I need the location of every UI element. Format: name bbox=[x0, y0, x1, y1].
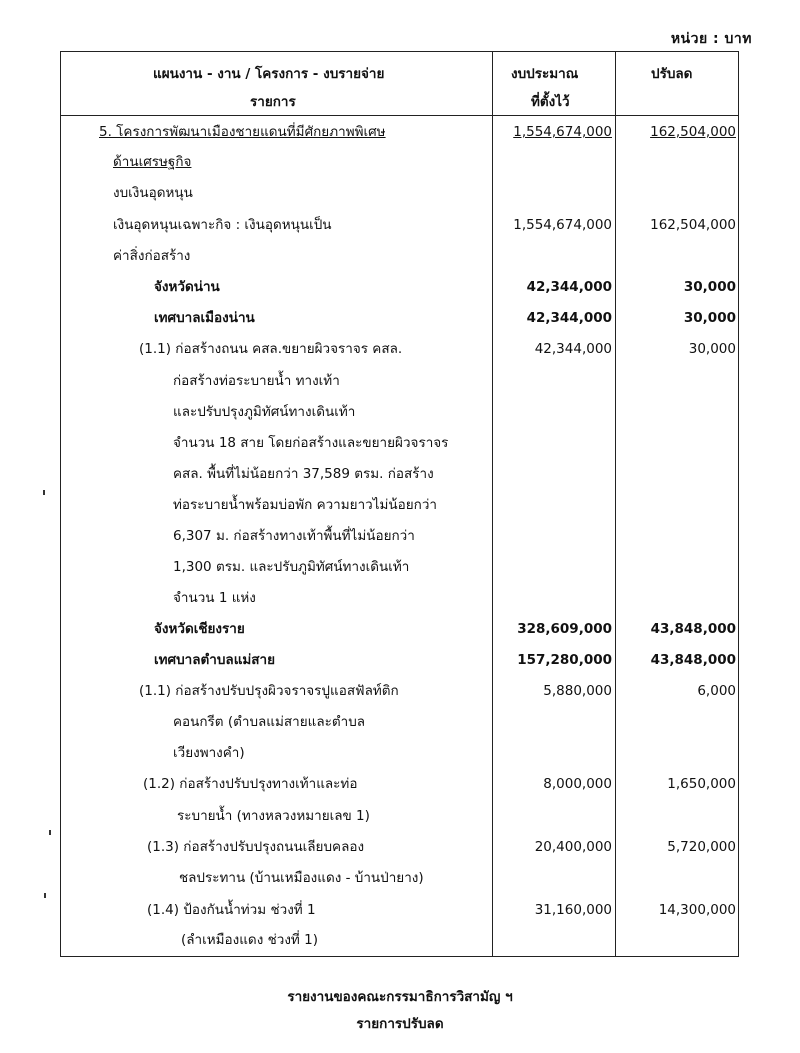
scan-mark bbox=[49, 830, 51, 835]
reduction-value: 1,650,000 bbox=[667, 776, 736, 792]
item-description-cont: คอนกรีต (ตำบลแม่สายและตำบล bbox=[173, 714, 366, 730]
footer-report-subtitle: รายการปรับลด bbox=[356, 1016, 444, 1032]
budget-value: 1,554,674,000 bbox=[513, 124, 612, 140]
item-description-cont: ระบายน้ำ (ทางหลวงหมายเลข 1) bbox=[177, 808, 370, 824]
item-description-cont: คสล. พื้นที่ไม่น้อยกว่า 37,589 ตรม. ก่อสร้าง bbox=[173, 466, 434, 482]
reduction-value: 14,300,000 bbox=[658, 902, 736, 918]
table-row bbox=[61, 184, 740, 214]
province-name: จังหวัดน่าน bbox=[154, 279, 220, 295]
municipality-name: เทศบาลเมืองน่าน bbox=[154, 310, 255, 326]
table-row bbox=[61, 216, 740, 246]
item-description-cont: 1,300 ตรม. และปรับภูมิทัศน์ทางเดินเท้า bbox=[173, 559, 410, 575]
table-row bbox=[61, 589, 740, 619]
item-description: (1.1) ก่อสร้างปรับปรุงผิวจราจรปูแอสฟัลท์ติก bbox=[139, 683, 399, 699]
budget-table bbox=[60, 51, 739, 957]
header-divider bbox=[61, 115, 738, 116]
table-row bbox=[61, 403, 740, 433]
budget-value: 42,344,000 bbox=[526, 279, 612, 295]
project-title: 5. โครงการพัฒนาเมืองชายแดนที่มีศักยภาพพิเศษ bbox=[99, 124, 386, 140]
reduction-value: 30,000 bbox=[683, 279, 736, 295]
table-row bbox=[61, 931, 740, 961]
item-description: (1.4) ป้องกันน้ำท่วม ช่วงที่ 1 bbox=[147, 902, 316, 918]
scan-mark bbox=[44, 893, 46, 898]
table-row bbox=[61, 247, 740, 277]
table-row bbox=[61, 744, 740, 774]
item-description-cont: และปรับปรุงภูมิทัศน์ทางเดินเท้า bbox=[173, 404, 356, 420]
item-description: (1.2) ก่อสร้างปรับปรุงทางเท้าและท่อ bbox=[143, 776, 358, 792]
item-description-cont: ก่อสร้างท่อระบายน้ำ ทางเท้า bbox=[173, 373, 340, 389]
reduction-value: 30,000 bbox=[688, 341, 736, 357]
budget-value: 20,400,000 bbox=[534, 839, 612, 855]
table-row bbox=[61, 527, 740, 557]
item-description-cont: (ลำเหมืองแดง ช่วงที่ 1) bbox=[181, 932, 318, 948]
table-row bbox=[61, 869, 740, 899]
subsidy-type-cont: ค่าสิ่งก่อสร้าง bbox=[113, 248, 191, 264]
budget-value: 1,554,674,000 bbox=[513, 217, 612, 233]
budget-value: 31,160,000 bbox=[534, 902, 612, 918]
table-row bbox=[61, 620, 740, 650]
table-row bbox=[61, 496, 740, 526]
table-row bbox=[61, 465, 740, 495]
table-row bbox=[61, 309, 740, 339]
budget-value: 42,344,000 bbox=[534, 341, 612, 357]
budget-value: 328,609,000 bbox=[517, 621, 612, 637]
header-budget-title: งบประมาณ bbox=[511, 66, 579, 82]
table-row bbox=[61, 123, 740, 153]
table-row bbox=[61, 434, 740, 464]
table-row bbox=[61, 807, 740, 837]
reduction-value: 6,000 bbox=[697, 683, 736, 699]
budget-value: 157,280,000 bbox=[517, 652, 612, 668]
table-row bbox=[61, 713, 740, 743]
item-description: (1.3) ก่อสร้างปรับปรุงถนนเลียบคลอง bbox=[147, 839, 365, 855]
header-reduction-title: ปรับลด bbox=[651, 66, 693, 82]
table-row bbox=[61, 340, 740, 370]
table-row bbox=[61, 838, 740, 868]
item-description-cont: ชลประทาน (บ้านเหมืองแดง - บ้านป่ายาง) bbox=[179, 870, 424, 886]
scan-mark bbox=[43, 490, 45, 495]
header-plan-title: แผนงาน - งาน / โครงการ - งบรายจ่าย bbox=[153, 66, 385, 82]
municipality-name: เทศบาลตำบลแม่สาย bbox=[154, 652, 276, 668]
reduction-value: 5,720,000 bbox=[667, 839, 736, 855]
table-row bbox=[61, 558, 740, 588]
table-row bbox=[61, 901, 740, 931]
item-description-cont: 6,307 ม. ก่อสร้างทางเท้าพื้นที่ไม่น้อยกว่า bbox=[173, 528, 415, 544]
province-name: จังหวัดเชียงราย bbox=[154, 621, 245, 637]
table-row bbox=[61, 372, 740, 402]
table-row bbox=[61, 651, 740, 681]
item-description-cont: จำนวน 18 สาย โดยก่อสร้างและขยายผิวจราจร bbox=[173, 435, 449, 451]
budget-value: 5,880,000 bbox=[543, 683, 612, 699]
table-row bbox=[61, 775, 740, 805]
reduction-value: 162,504,000 bbox=[650, 217, 736, 233]
footer-report-title: รายงานของคณะกรรมาธิการวิสามัญ ฯ bbox=[287, 989, 513, 1005]
item-description-cont: จำนวน 1 แห่ง bbox=[173, 590, 256, 606]
subsidy-type: เงินอุดหนุนเฉพาะกิจ : เงินอุดหนุนเป็น bbox=[113, 217, 332, 233]
header-item-title: รายการ bbox=[250, 94, 296, 110]
reduction-value: 30,000 bbox=[683, 310, 736, 326]
table-row bbox=[61, 153, 740, 183]
reduction-value: 43,848,000 bbox=[650, 652, 736, 668]
table-row bbox=[61, 682, 740, 712]
project-title-cont: ด้านเศรษฐกิจ bbox=[113, 154, 192, 170]
unit-label: หน่วย : บาท bbox=[670, 31, 752, 47]
budget-value: 8,000,000 bbox=[543, 776, 612, 792]
reduction-value: 43,848,000 bbox=[650, 621, 736, 637]
table-row bbox=[61, 278, 740, 308]
header-budget-subtitle: ที่ตั้งไว้ bbox=[531, 94, 570, 110]
item-description: (1.1) ก่อสร้างถนน คสล.ขยายผิวจราจร คสล. bbox=[139, 341, 403, 357]
reduction-value: 162,504,000 bbox=[650, 124, 736, 140]
budget-category: งบเงินอุดหนุน bbox=[113, 185, 193, 201]
budget-value: 42,344,000 bbox=[526, 310, 612, 326]
item-description-cont: เวียงพางคำ) bbox=[173, 745, 245, 761]
item-description-cont: ท่อระบายน้ำพร้อมบ่อพัก ความยาวไม่น้อยกว่า bbox=[173, 497, 438, 513]
